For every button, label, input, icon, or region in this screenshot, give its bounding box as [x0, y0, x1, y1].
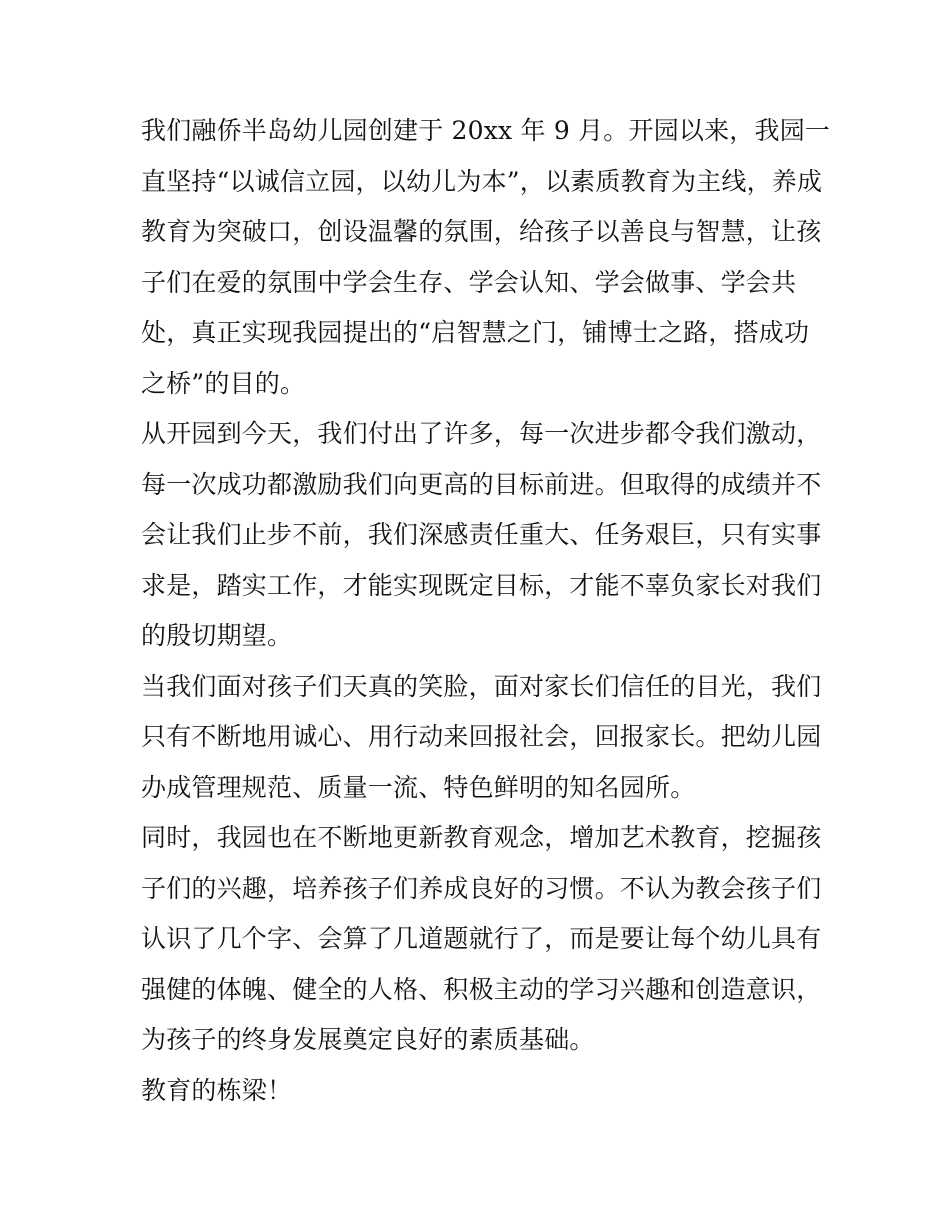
text-line: 子们的兴趣，培养孩子们养成良好的习惯。不认为教会孩子们: [141, 873, 822, 903]
text-line: 同时，我园也在不断地更新教育观念，增加艺术教育，挖掘孩: [141, 823, 822, 852]
text-line: 之桥”的目的。: [141, 368, 306, 398]
text-line: 教育的栋梁！: [141, 1075, 293, 1105]
text-line: 办成管理规范、质量一流、特色鲜明的知名园所。: [141, 772, 696, 802]
text-line: 从开园到今天，我们付出了许多，每一次进步都令我们激动，: [141, 419, 822, 448]
text-line: 求是，踏实工作，才能实现既定目标，才能不辜负家长对我们: [141, 570, 822, 600]
text-line: 每一次成功都激励我们向更高的目标前进。但取得的成绩并不: [141, 469, 822, 499]
text-line: 我们融侨半岛幼儿园创建于 20xx 年 9 月。开园以来，我园一: [141, 116, 831, 145]
paragraph-3: [141, 662, 822, 814]
paragraph-4: [141, 813, 822, 1066]
text-line: 认识了几个字、会算了几道题就行了，而是要让每个幼儿具有: [141, 924, 822, 953]
paragraph-1: [141, 106, 831, 409]
text-line: 子们在爱的氛围中学会生存、学会认知、学会做事、学会共: [141, 267, 797, 297]
text-line: 教育为突破口，创设温馨的氛围，给孩子以善良与智慧，让孩: [141, 217, 822, 246]
text-line: 为孩子的终身发展奠定良好的素质基础。: [141, 1025, 595, 1054]
text-line: 处，真正实现我园提出的“启智慧之门，铺博士之路，搭成功: [141, 318, 810, 347]
text-line: 直坚持“以诚信立园，以幼儿为本”，以素质教育为主线，养成: [141, 166, 823, 196]
text-line: 只有不断地用诚心、用行动来回报社会，回报家长。把幼儿园: [141, 722, 822, 751]
text-line: 会让我们止步不前，我们深感责任重大、任务艰巨，只有实事: [141, 520, 822, 549]
text-line: 强健的体魄、健全的人格、积极主动的学习兴趣和创造意识，: [141, 974, 822, 1004]
paragraph-2: [141, 409, 822, 662]
document-body: [141, 106, 831, 1116]
text-line: 的殷切期望。: [141, 621, 293, 650]
text-line: 当我们面对孩子们天真的笑脸，面对家长们信任的目光，我们: [141, 671, 822, 701]
paragraph-5: [141, 1066, 816, 1117]
